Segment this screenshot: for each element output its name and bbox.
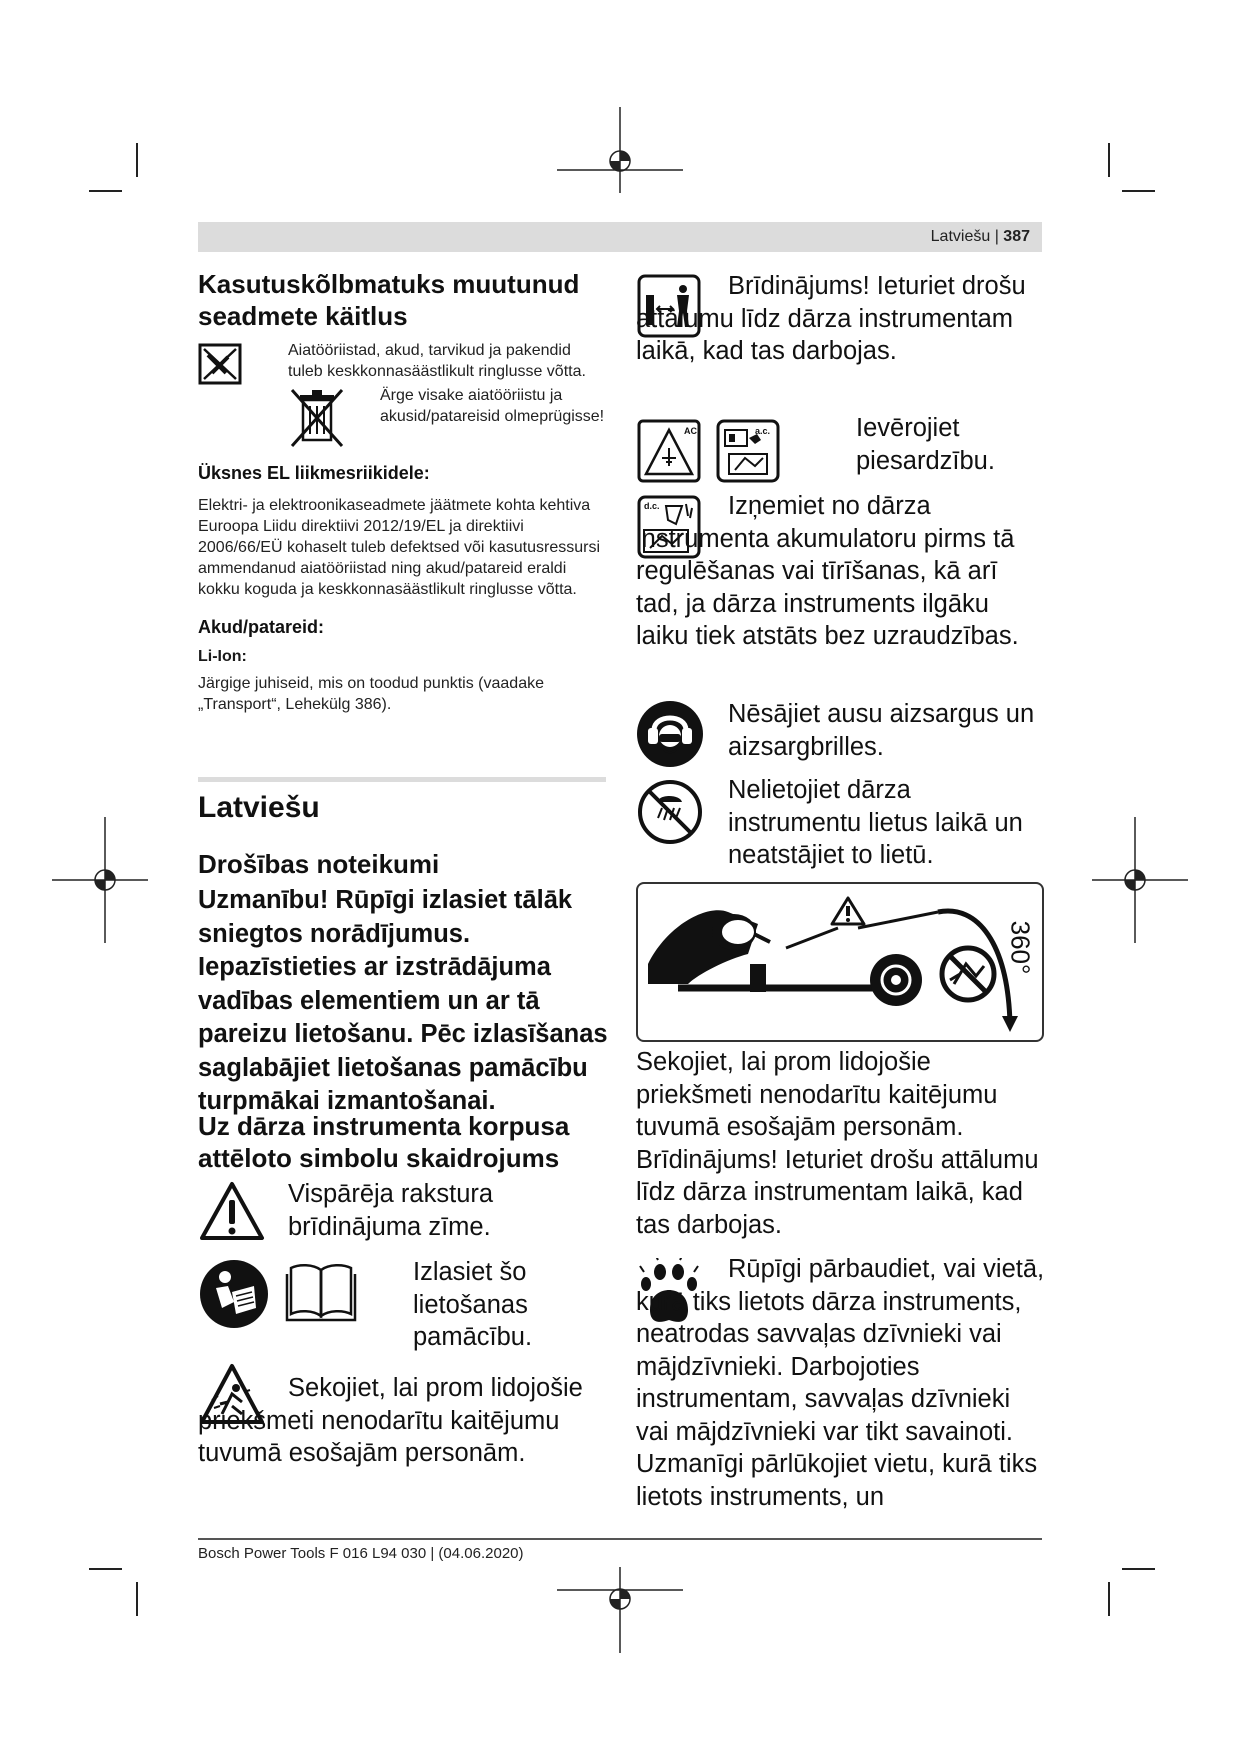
- page-footer: Bosch Power Tools F 016 L94 030 | (04.06.2020): [198, 1545, 524, 1562]
- safe-distance-text: Brīdinājums! Ieturiet drošu attālumu līdz dārza instrumentam laikā, kad tas darbojas.: [636, 272, 1026, 365]
- trimmer-danger-illustration: [636, 882, 1044, 1042]
- safety-title: Drošības noteikumi: [198, 849, 440, 879]
- crop-mark: [136, 143, 138, 177]
- safety-warning: Uzmanību! Rūpīgi izlasiet tālāk sniegtos norādījumus. Iepazīstieties ar izstrādājuma vadības elementiem un ar tā pareizu lietošanu. Pēc izlasīšanas saglabājiet lietošanas pamācību turpmākai izmantošanai.: [198, 886, 608, 1115]
- symbol-flying-objects-text: Sekojiet, lai prom lidojošie priekšmeti nenodarītu kaitējumu tuvumā esošajām personām.: [198, 1374, 583, 1467]
- animals-text: Rūpīgi pārbaudiet, vai vietā, kurā tiks lietots dārza instruments, neatrodas savvaļas dzīvnieki vai mājdzīvnieki. Darbojoties instrumentam, savvaļas dzīvnieki vai mājdzīvnieki var tikt savainoti. Uzmanīgi pārlūkojiet vietu, kurā tiks lietots instruments, un: [636, 1255, 1045, 1511]
- read-manual-circle-icon: [198, 1258, 270, 1330]
- header-language: Latviešu: [930, 228, 991, 245]
- estonian-disposal-title: Kasutuskõlbmatuks muutunud seadmete käitlus: [198, 269, 580, 331]
- symbol-general-warning-text: Vispārēja rakstura brīdinājuma zīme.: [288, 1180, 494, 1241]
- no-rain-text: Nelietojiet dārza instrumentu lietus laikā un neatstājiet to lietū.: [728, 776, 1023, 869]
- section-divider: [198, 777, 606, 782]
- crop-mark: [89, 1568, 122, 1570]
- flying-objects-distance-text: Sekojiet, lai prom lidojošie priekšmeti nenodarītu kaitējumu tuvumā esošajām personām. Brīdinājums! Ieturiet drošu attālumu līdz dārza instrumentam laikā, kad tas darbojas.: [636, 1048, 1039, 1239]
- crop-mark: [1108, 143, 1110, 177]
- ac2-label: a.c.: [755, 426, 771, 436]
- no-rain-icon: [636, 778, 704, 846]
- estonian-text-2: Ärge visake aiatööriistu ja akusid/patareisid olmeprügisse!: [380, 387, 605, 425]
- symbol-read-manual-text: Izlasiet šo lietošanas pamācību.: [413, 1258, 533, 1351]
- ac-disconnect-icon: [715, 418, 781, 484]
- eu-text: Elektri- ja elektroonikaseadmete jäätmete kohta kehtiva Euroopa Liidu direktiivi 2012/19/EL ja direktiivi 2006/66/EÜ kohaselt tuleb defektsed või kasutusressursi ammendanud aiatööriistad ning akud/patareid eraldi kokku koguda ja keskkonnasäästlikult ringlusse võtta.: [198, 497, 601, 598]
- header-separator: |: [990, 228, 1004, 245]
- li-ion-heading: Li-Ion:: [198, 648, 247, 665]
- li-ion-text: Järgige juhiseid, mis on toodud punktis (vaadake „Transport“, Lehekülg 386).: [198, 675, 544, 713]
- registration-mark-bottom: [555, 1565, 685, 1655]
- trimmer-operator-graphic: [638, 884, 1042, 1040]
- language-title: Latviešu: [198, 791, 320, 824]
- ear-eye-protection-text: Nēsājiet ausu aizsargus un aizsargbrilles.: [728, 700, 1035, 761]
- registration-mark-left: [50, 815, 150, 945]
- registration-mark-right: [1090, 815, 1190, 945]
- footer-rule: [198, 1538, 1042, 1540]
- crop-mark: [1122, 190, 1155, 192]
- ac-warning-icon: [636, 418, 702, 484]
- header-label: [931, 228, 1030, 246]
- page-header: [198, 222, 1042, 252]
- crossed-tools-bin-icon: [198, 343, 242, 385]
- angle-label: 360°: [1005, 920, 1036, 975]
- caution-text: Ievērojiet piesardzību.: [856, 414, 995, 475]
- ear-eye-protection-icon: [636, 700, 704, 768]
- crop-mark: [136, 1582, 138, 1616]
- symbols-title: Uz dārza instrumenta korpusa attēloto simbolu skaidrojums: [198, 1111, 570, 1173]
- eu-heading: Üksnes EL liikmesriikidele:: [198, 463, 430, 483]
- crossed-bin-icon: [288, 386, 346, 450]
- remove-battery-text: Izņemiet no dārza instrumenta akumulatoru pirms tā regulēšanas vai tīrīšanas, kā arī tad, ja dārza instruments ilgāku laiku tiek atstāts bez uzraudzības.: [636, 492, 1019, 650]
- warning-triangle-icon: [198, 1180, 266, 1242]
- crop-mark: [1108, 1582, 1110, 1616]
- dc-label: d.c.: [644, 501, 660, 511]
- open-book-icon: [285, 1258, 357, 1324]
- page-number: 387: [1003, 228, 1030, 245]
- crop-mark: [1122, 1568, 1155, 1570]
- estonian-text-1: Aiatööriistad, akud, tarvikud ja pakendid tuleb keskkonnasäästlikult ringlusse võtta.: [288, 342, 586, 380]
- batteries-heading: Akud/patareid:: [198, 617, 325, 637]
- registration-mark-top: [555, 105, 685, 195]
- crop-mark: [89, 190, 122, 192]
- ac-label: AC: [684, 426, 697, 436]
